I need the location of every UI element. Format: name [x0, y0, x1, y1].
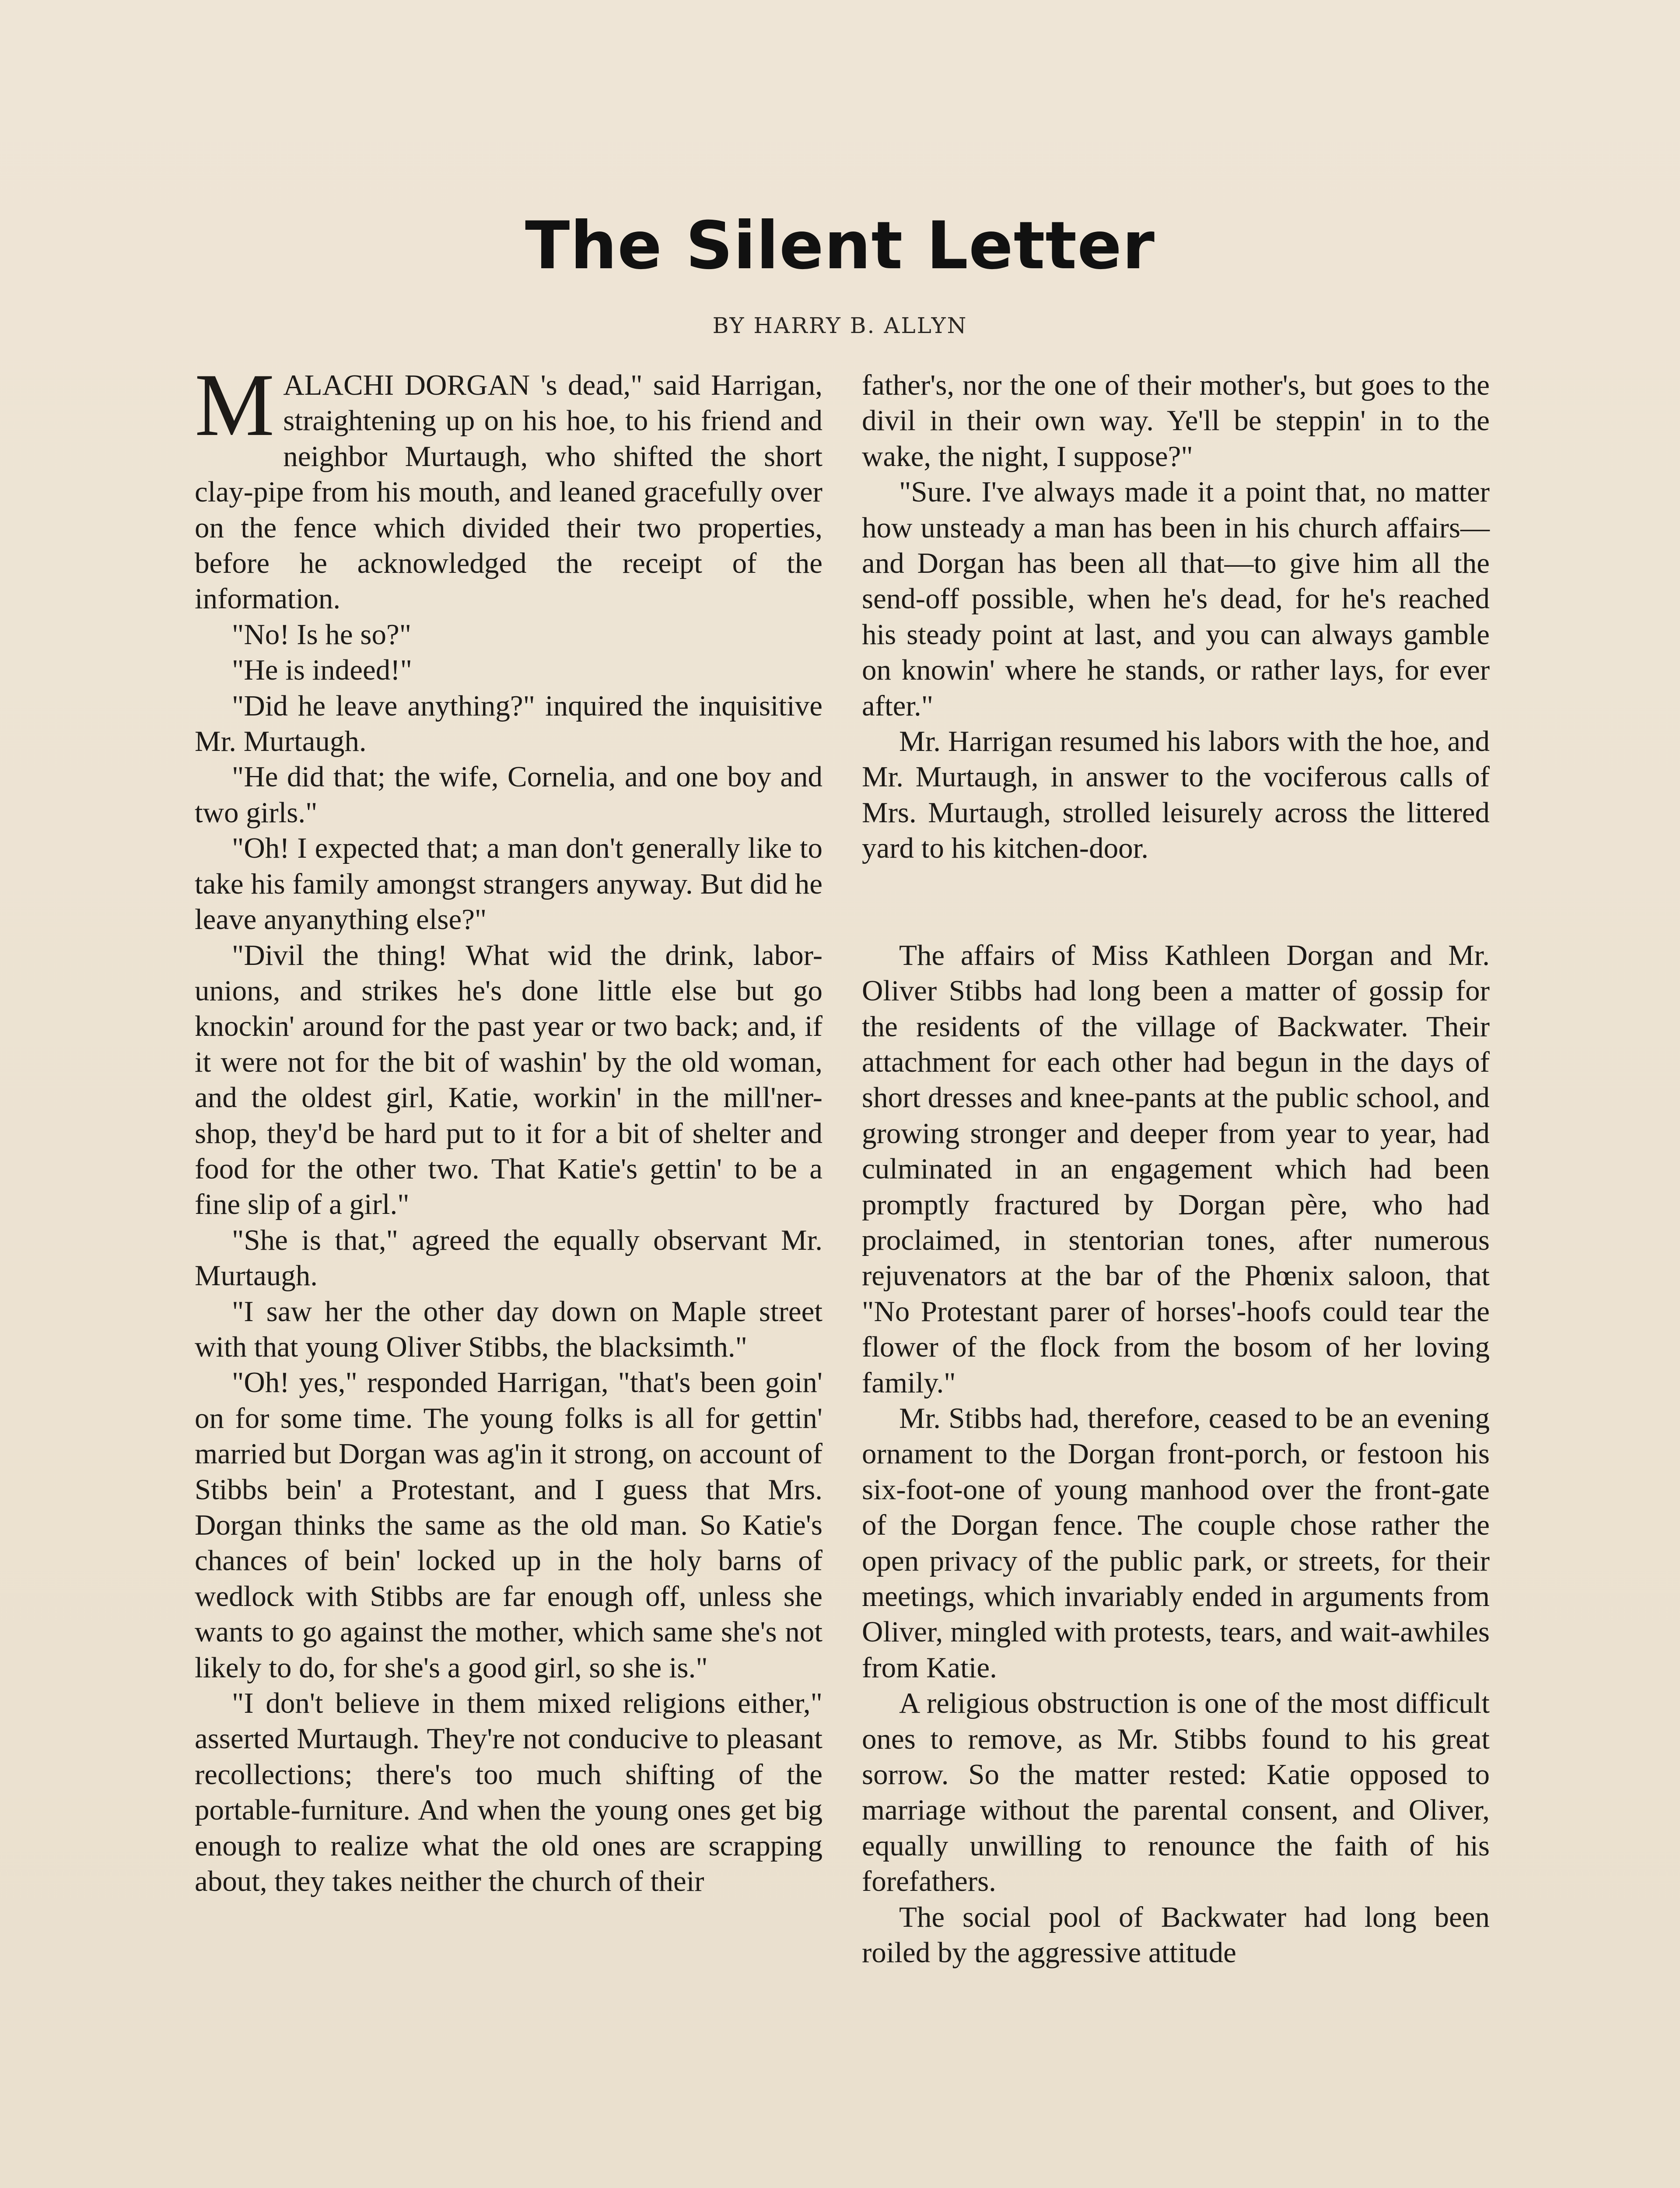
paragraph: "He is indeed!"	[232, 654, 412, 687]
drop-cap: M	[195, 355, 275, 455]
left-column	[195, 355, 822, 1899]
paragraph: "No! Is he so?"	[232, 618, 412, 651]
author-byline: BY HARRY B. ALLYN	[712, 313, 968, 338]
paragraph: "Oh! I expected that; a man don't generally like to take his family amongst strangers anyway. But did he leave anyanything else?"	[195, 832, 822, 936]
paragraph: "Oh! yes," responded Harrigan, "that's been goin' on for some time. The young folks is all for gettin' married but Dorgan was ag'in it strong, on account of Stibbs bein' a Protestant, and I guess that Mrs. Dorgan thinks the same as the old man. So Katie's chances of bein' locked up in the holy barns of wedlock with Stibbs are far enough off, unless she wants to go against the mother, which same she's not likely to do, for she's a good girl, so she is."	[195, 1366, 822, 1684]
section-break-paragraph: The affairs of Miss Kathleen Dorgan and Mr. Oliver Stibbs had long been a matter of gossip for the residents of the village of Backwater. Their attachment for each other had begun in the days of short dresses and knee-pants at the public school, and growing stronger and deeper from year to year, had culminated in an engagement which had been promptly fractured by Dorgan père, who had proclaimed, in stentorian tones, after numerous rejuvenators at the bar of the Phœnix saloon, that "No Protestant parer of horses'-hoofs could tear the flower of the flock from the bosom of her loving family."	[862, 939, 1490, 1399]
paragraph: The social pool of Backwater had long been roiled by the aggressive attitude	[862, 1900, 1490, 1969]
paragraph: "She is that," agreed the equally observant Mr. Murtaugh.	[195, 1224, 822, 1292]
opening-paragraph-text: ALACHI DORGAN 's dead," said Harrigan, straightening up on his hoe, to his friend and neighbor Murtaugh, who shifted the short clay-pipe from his mouth, and leaned gracefully over on the fence which divided their two properties, before he acknowledged the receipt of the information.	[195, 369, 822, 615]
paragraph: "I don't believe in them mixed religions either," asserted Murtaugh. They're not conducive to pleasant recollections; there's too much shifting of the portable-furniture. And when the young ones get big enough to realize what the old ones are scrapping about, they takes neither the church of their	[195, 1687, 822, 1898]
paragraph: "Did he leave anything?" inquired the inquisitive Mr. Murtaugh.	[195, 689, 822, 758]
paragraph: Mr. Harrigan resumed his labors with the hoe, and Mr. Murtaugh, in answer to the vociferous calls of Mrs. Murtaugh, strolled leisurely across the littered yard to his kitchen-door.	[862, 725, 1490, 865]
paragraph: Mr. Stibbs had, therefore, ceased to be an evening ornament to the Dorgan front-porch, or festoon his six-foot-one of young manhood over the front-gate of the Dorgan fence. The couple chose rather the open privacy of the public park, or streets, for their meetings, which invariably ended in arguments from Oliver, mingled with protests, tears, and wait-awhiles from Katie.	[862, 1402, 1490, 1684]
right-column	[862, 368, 1490, 1971]
story-title: The Silent Letter	[525, 208, 1155, 284]
opening-paragraph	[195, 355, 822, 617]
paragraph: father's, nor the one of their mother's, but goes to the divil in their own way. Ye'll be steppin' in to the wake, the night, I suppose?"	[862, 369, 1490, 473]
paragraph: "I saw her the other day down on Maple street with that young Oliver Stibbs, the blacksimth."	[195, 1295, 822, 1363]
paragraph: "Sure. I've always made it a point that, no matter how unsteady a man has been in his church affairs—and Dorgan has been all that—to give him all the send-off possible, when he's dead, for he's reached his steady point at last, and you can always gamble on knowin' where he stands, or rather lays, for ever after."	[862, 476, 1490, 722]
paragraph: A religious obstruction is one of the most difficult ones to remove, as Mr. Stibbs found to his great sorrow. So the matter rested: Katie opposed to marriage without the parental consent, and Oliver, equally unwilling to renounce the faith of his forefathers.	[862, 1687, 1490, 1898]
paragraph: "He did that; the wife, Cornelia, and one boy and two girls."	[195, 761, 822, 829]
paragraph: "Divil the thing! What wid the drink, labor-unions, and strikes he's done little else but go knockin' around for the past year or two back; and, if it were not for the bit of washin' by the old woman, and the oldest girl, Katie, workin' in the mill'ner-shop, they'd be hard put to it for a bit of shelter and food for the other two. That Katie's gettin' to be a fine slip of a girl."	[195, 939, 822, 1221]
